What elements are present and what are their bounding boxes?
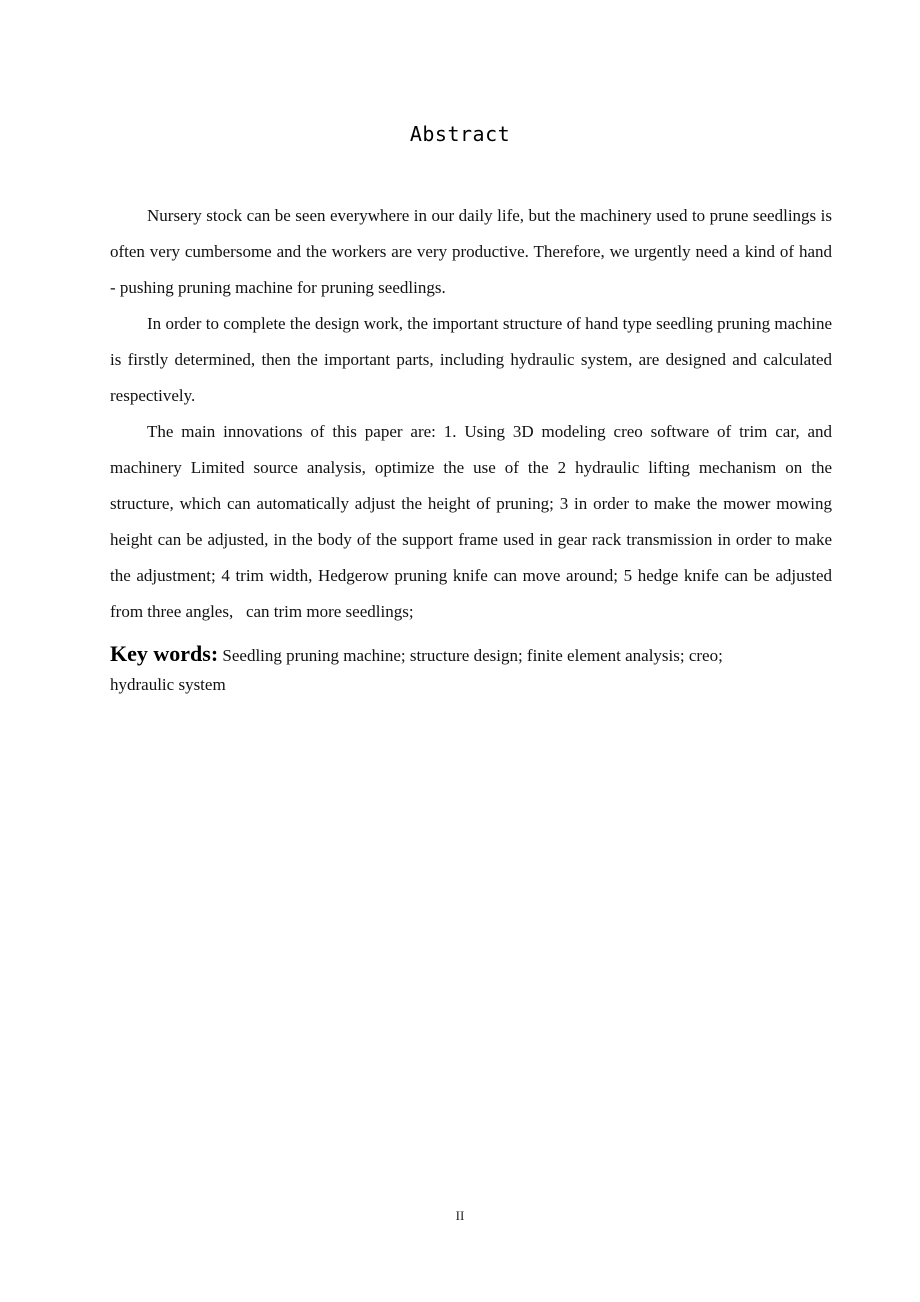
keywords-label: Key words: bbox=[110, 641, 219, 666]
keywords-text-line1: Seedling pruning machine; structure design; finite element analysis; creo; bbox=[222, 646, 723, 665]
keywords-text-line2: hydraulic system bbox=[110, 675, 226, 694]
abstract-paragraph-1: Nursery stock can be seen everywhere in our daily life, but the machinery used to prune seedlings is often very cumbersome and the workers are very productive. Therefore, we urgently need a kind of hand - pushing pruning machine for pruning seedlings. bbox=[110, 206, 832, 297]
abstract-paragraph-3: The main innovations of this paper are: 1. Using 3D modeling creo software of trim car, and machinery Limited source analysis, optimize the use of the 2 hydraulic lifting mechanism on the structure, which can automatically adjust the height of pruning; 3 in order to make the mower mowing height can be adjusted, in the body of the support frame used in gear rack transmission in order to make the adjustment; 4 trim width, Hedgerow pruning knife can move around; 5 hedge knife can be adjusted from three angles, can trim more seedlings; bbox=[110, 422, 832, 621]
keywords-line bbox=[110, 634, 832, 696]
abstract-body bbox=[110, 198, 832, 696]
abstract-paragraph-2: In order to complete the design work, the important structure of hand type seedling pruning machine is firstly determined, then the important parts, including hydraulic system, are designed and calculated respectively. bbox=[110, 314, 832, 405]
page-number: II bbox=[455, 1208, 465, 1223]
keywords-text bbox=[110, 646, 832, 696]
page-title: Abstract bbox=[409, 122, 511, 146]
